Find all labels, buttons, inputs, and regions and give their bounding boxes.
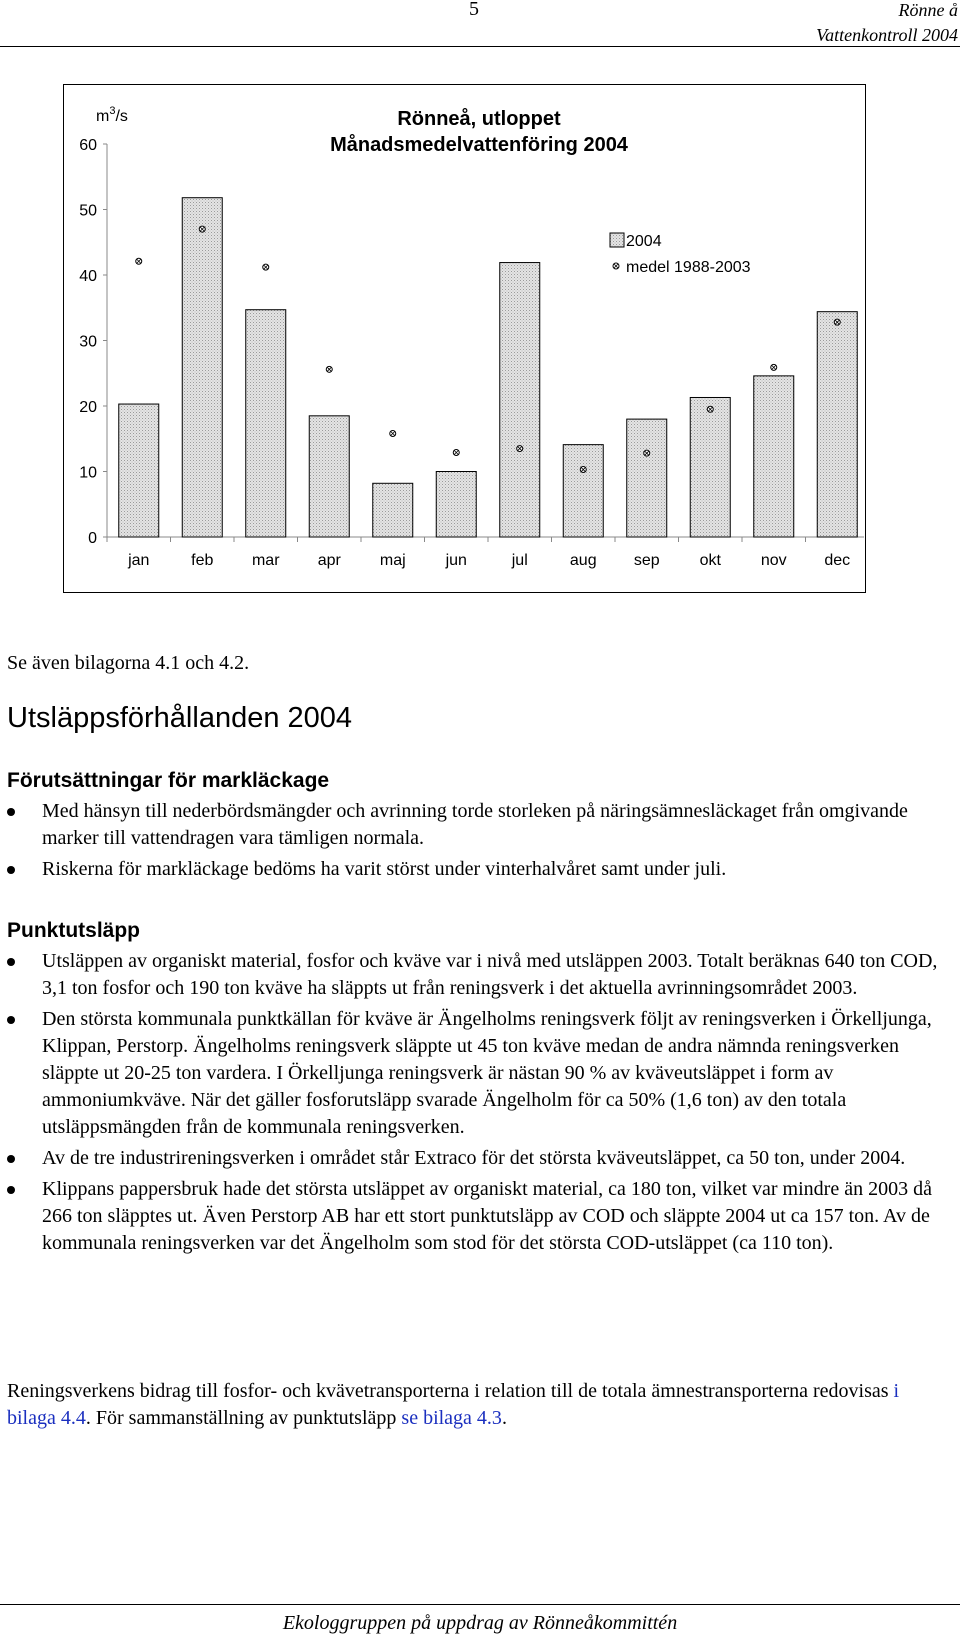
closing-paragraph: Reningsverkens bidrag till fosfor- och kvävetransporterna i relation till de totala ämnestransporterna redovisas i bilaga 4.4. För sammanställning av punktutsläpp se bilaga 4.3.	[7, 1380, 900, 1429]
flow-chart-svg	[64, 85, 864, 591]
marker-okt	[707, 406, 713, 412]
bar-apr	[309, 416, 349, 537]
see-also-text: Se även bilagorna 4.1 och 4.2.	[7, 652, 250, 674]
bar-sep	[627, 419, 667, 537]
punktutslapp-list	[0, 948, 940, 1261]
x-tick-label: jun	[445, 552, 467, 569]
bullet-icon	[7, 808, 15, 816]
marker-jul	[517, 446, 523, 452]
bar-mar	[246, 310, 286, 537]
marker-dec	[834, 319, 840, 325]
x-tick-label: jan	[128, 552, 150, 569]
legend-label-medel: medel 1988-2003	[626, 259, 751, 276]
x-tick-label: jul	[511, 552, 528, 569]
list-item: Den största kommunala punktkällan för kväve är Ängelholms reningsverk följt av reningsverken i Örkelljunga, Klippan, Perstorp. Ängelholms reningsverk släppte ut 45 ton kväve medan de andra nämnda reningsverken släppte ut 20-25 ton vardera. I Örkelljunga reningsverk är nästan 90 % av kväveutsläppet i form av ammoniumkväve. När det gäller fosforutsläpp svarade Ängelholm för ca 50% (1,6 ton) av den totala utsläppsmängden från de kommunala reningsverken.	[0, 1006, 940, 1141]
legend-marker-medel	[613, 263, 619, 269]
bar-okt	[690, 397, 730, 537]
subheading-markläckage: Förutsättningar för markläckage	[7, 769, 330, 792]
legend-label-2004: 2004	[626, 233, 662, 250]
footer-text: Ekologgruppen på uppdrag av Rönneåkommittén	[282, 1612, 678, 1634]
marker-jan	[136, 258, 142, 264]
marker-aug	[580, 467, 586, 473]
marker-feb	[199, 226, 205, 232]
bar-aug	[563, 445, 603, 537]
page-number: 5	[469, 0, 479, 20]
y-tick-label: 50	[79, 202, 97, 220]
x-tick-label: apr	[317, 552, 341, 569]
flow-chart	[63, 84, 866, 593]
y-tick-label: 30	[79, 333, 97, 351]
running-header	[816, 0, 958, 48]
section-heading: Utsläppsförhållanden 2004	[7, 702, 353, 734]
bullet-icon	[7, 958, 15, 966]
x-tick-label: okt	[699, 552, 721, 569]
link-bilaga-4-3[interactable]: se bilaga 4.3	[401, 1407, 502, 1429]
footer-rule	[0, 1604, 960, 1605]
marker-nov	[771, 364, 777, 370]
x-tick-label: aug	[569, 552, 597, 569]
list-item: Klippans pappersbruk hade det största utsläppet av organiskt material, ca 180 ton, vilket var mindre än 2003 då 266 ton släpptes ut. Även Perstorp AB har ett stort punktutsläpp av COD och släppte 2004 ut ca 157 ton. Av de kommunala reningsverken var det Ängelholm som stod för det största COD-utsläppet (ca 110 ton).	[0, 1176, 940, 1257]
y-tick-label: 0	[88, 530, 97, 547]
bullet-icon	[7, 1155, 15, 1163]
x-tick-label: maj	[379, 552, 406, 569]
link-bilaga-4-4[interactable]: i bilaga 4.4	[7, 1380, 900, 1429]
x-tick-label: sep	[633, 552, 660, 569]
y-axis-unit: $m^3/s$	[96, 105, 128, 125]
list-item: Riskerna för markläckage bedöms ha varit störst under vinterhalvåret samt under juli.	[0, 856, 940, 883]
x-tick-label: feb	[191, 552, 214, 569]
list-item: Utsläppen av organiskt material, fosfor och kväve var i nivå med utsläppen 2003. Totalt beräknas 640 ton COD, 3,1 ton fosfor och 190 ton kväve ha släppts ut från reningsverk i det aktuella avrinningsområdet 2003.	[0, 948, 940, 1002]
markläckage-list	[0, 798, 940, 887]
y-tick-label: 40	[79, 268, 97, 285]
legend-swatch-2004	[610, 233, 624, 247]
bar-feb	[182, 198, 222, 537]
chart-title: Rönneå, utloppet	[397, 108, 561, 130]
chart-subtitle: Månadsmedelvattenföring 2004	[330, 134, 628, 156]
y-tick-label: 20	[79, 399, 97, 416]
x-tick-label: nov	[760, 552, 787, 569]
marker-jun	[453, 450, 459, 456]
x-tick-label: dec	[824, 552, 851, 569]
subheading-punktutslapp: Punktutsläpp	[7, 919, 141, 942]
bullet-icon	[7, 866, 15, 874]
marker-mar	[263, 264, 269, 270]
bullet-icon	[7, 1186, 15, 1194]
bar-dec	[817, 312, 857, 537]
running-header-report: Vattenkontroll 2004	[816, 25, 958, 45]
x-tick-label: mar	[251, 552, 280, 569]
y-tick-label: 60	[79, 137, 97, 154]
bar-jun	[436, 472, 476, 538]
list-item: Med hänsyn till nederbördsmängder och avrinning torde storleken på näringsämnesläckaget från omgivande marker till vattendragen vara tämligen normala.	[0, 798, 940, 852]
bar-nov	[754, 376, 794, 537]
marker-maj	[390, 431, 396, 437]
header-rule	[0, 46, 960, 47]
bar-maj	[373, 483, 413, 537]
running-header-river: Rönne å	[898, 0, 958, 20]
y-tick-label: 10	[79, 464, 97, 482]
bullet-icon	[7, 1016, 15, 1024]
marker-apr	[326, 366, 332, 372]
bar-jan	[119, 404, 159, 537]
list-item: Av de tre industrireningsverken i området står Extraco för det största kväveutsläppet, ca 50 ton, under 2004.	[0, 1145, 940, 1172]
marker-sep	[644, 450, 650, 456]
bar-jul	[500, 263, 540, 537]
